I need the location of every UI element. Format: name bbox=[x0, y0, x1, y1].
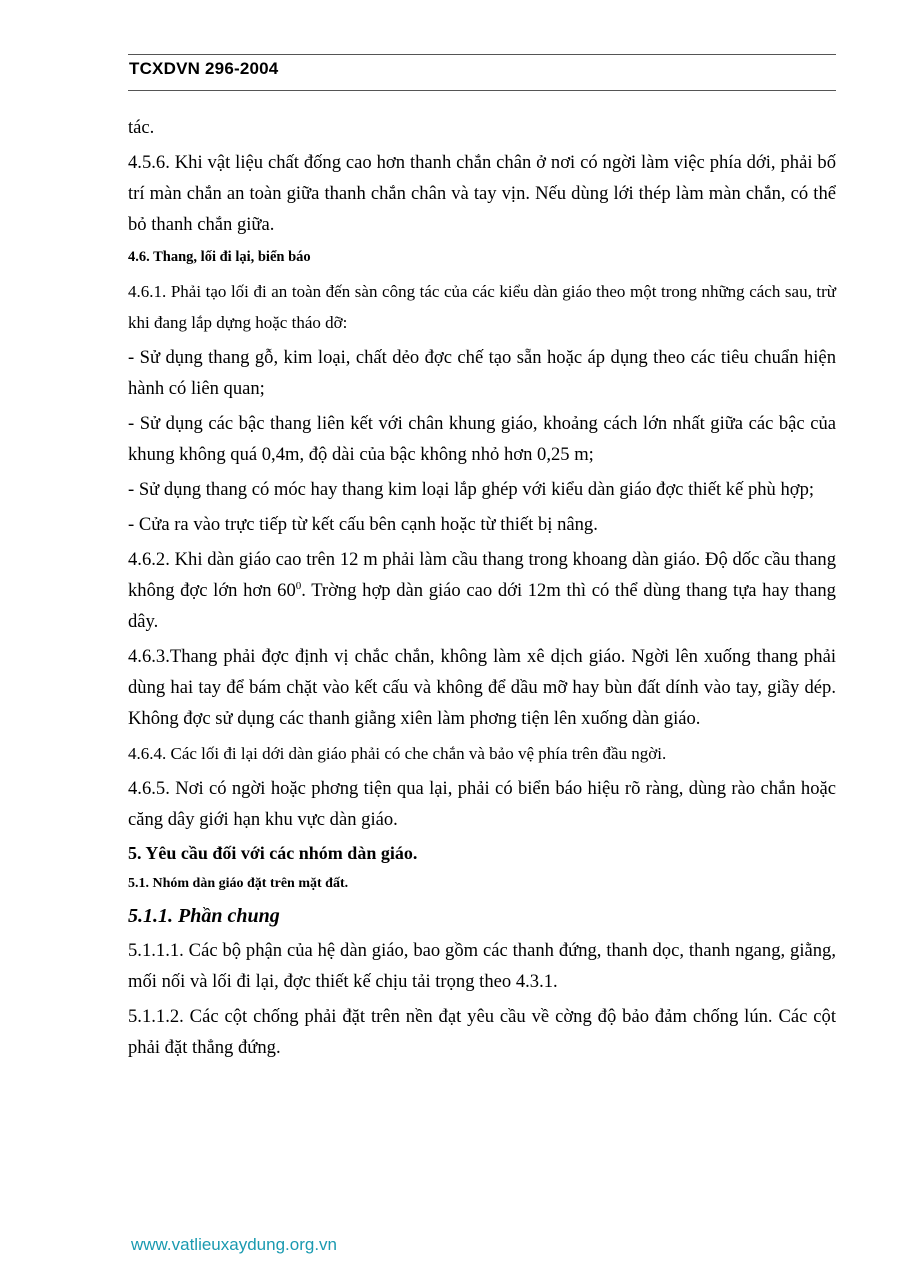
bullet-item-2: - Sử dụng các bậc thang liên kết với chân khung giáo, khoảng cách lớn nhất giữa các bậc của khung không quá 0,4m, độ dài của bậc không nhỏ hơn 0,25 m; bbox=[128, 413, 836, 465]
section-heading-5-1: 5.1. Nhóm dàn giáo đặt trên mặt đất. bbox=[128, 876, 349, 891]
paragraph-5-1-1-2: 5.1.1.2. Các cột chống phải đặt trên nền đạt yêu cầu về cờng độ bảo đảm chống lún. Các cột phải đặt thẳng đứng. bbox=[128, 1006, 836, 1058]
paragraph-5-1-1-1: 5.1.1.1. Các bộ phận của hệ dàn giáo, bao gồm các thanh đứng, thanh dọc, thanh ngang, giằng, mối nối và lối đi lại, đợc thiết kế chịu tải trọng theo 4.3.1. bbox=[128, 940, 836, 992]
paragraph-4-6-2 bbox=[128, 544, 836, 637]
standard-code-header: TCXDVN 296-2004 bbox=[129, 59, 279, 78]
header-rule-bottom bbox=[128, 90, 836, 91]
paragraph-4-6-5: 4.6.5. Nơi có ngời hoặc phơng tiện qua lại, phải có biển báo hiệu rõ ràng, dùng rào chắn hoặc căng dây giới hạn khu vực dàn giáo. bbox=[128, 778, 836, 830]
paragraph-4-5-6: 4.5.6. Khi vật liệu chất đống cao hơn thanh chắn chân ở nơi có ngời làm việc phía dới, phải bố trí màn chắn an toàn giữa thanh chắn chân và tay vịn. Nếu dùng lới thép làm màn chắn, có thể bỏ thanh chắn giữa. bbox=[128, 152, 836, 235]
bullet-item-4: - Cửa ra vào trực tiếp từ kết cấu bên cạnh hoặc từ thiết bị nâng. bbox=[128, 514, 598, 535]
footer-website-link[interactable]: www.vatlieuxaydung.org.vn bbox=[131, 1235, 338, 1254]
paragraph-4-6-3: 4.6.3.Thang phải đợc định vị chắc chắn, không làm xê dịch giáo. Ngời lên xuống thang phải dùng hai tay để bám chặt vào kết cấu và không để dầu mỡ hay bùn đất dính vào tay, giầy dép. Không đợc sử dụng các thanh giằng xiên làm phơng tiện lên xuống dàn giáo. bbox=[128, 646, 836, 729]
bullet-item-1: - Sử dụng thang gỗ, kim loại, chất dẻo đợc chế tạo sẵn hoặc áp dụng theo các tiêu chuẩn hiện hành có liên quan; bbox=[128, 347, 836, 399]
bullet-item-3: - Sử dụng thang có móc hay thang kim loại lắp ghép với kiểu dàn giáo đợc thiết kế phù hợp; bbox=[128, 479, 815, 500]
degree-superscript: 0 bbox=[295, 579, 302, 592]
paragraph-4-6-1: 4.6.1. Phải tạo lối đi an toàn đến sàn công tác của các kiểu dàn giáo theo một trong những cách sau, trừ khi đang lắp dựng hoặc tháo dỡ: bbox=[128, 282, 836, 332]
paragraph-4-6-2-part1: 4.6.2. Khi dàn giáo cao trên 12 m phải làm cầu thang trong khoang dàn giáo. Độ dốc cầu thang không đợc lớn hơn 60 bbox=[128, 549, 836, 601]
paragraph-4-6-2-part2: . Trờng hợp dàn giáo cao dới 12m thì có thể dùng thang tựa hay thang dây. bbox=[128, 580, 836, 632]
paragraph-4-6-4: 4.6.4. Các lối đi lại dới dàn giáo phải có che chắn và bảo vệ phía trên đầu ngời. bbox=[128, 744, 667, 763]
section-heading-5: 5. Yêu cầu đối với các nhóm dàn giáo. bbox=[128, 843, 418, 863]
section-heading-4-6: 4.6. Thang, lối đi lại, biển báo bbox=[128, 249, 311, 265]
paragraph-continuation: tác. bbox=[128, 117, 155, 138]
document-body bbox=[128, 112, 836, 1067]
section-heading-5-1-1: 5.1.1. Phần chung bbox=[128, 905, 280, 927]
header-rule-top bbox=[128, 54, 836, 55]
